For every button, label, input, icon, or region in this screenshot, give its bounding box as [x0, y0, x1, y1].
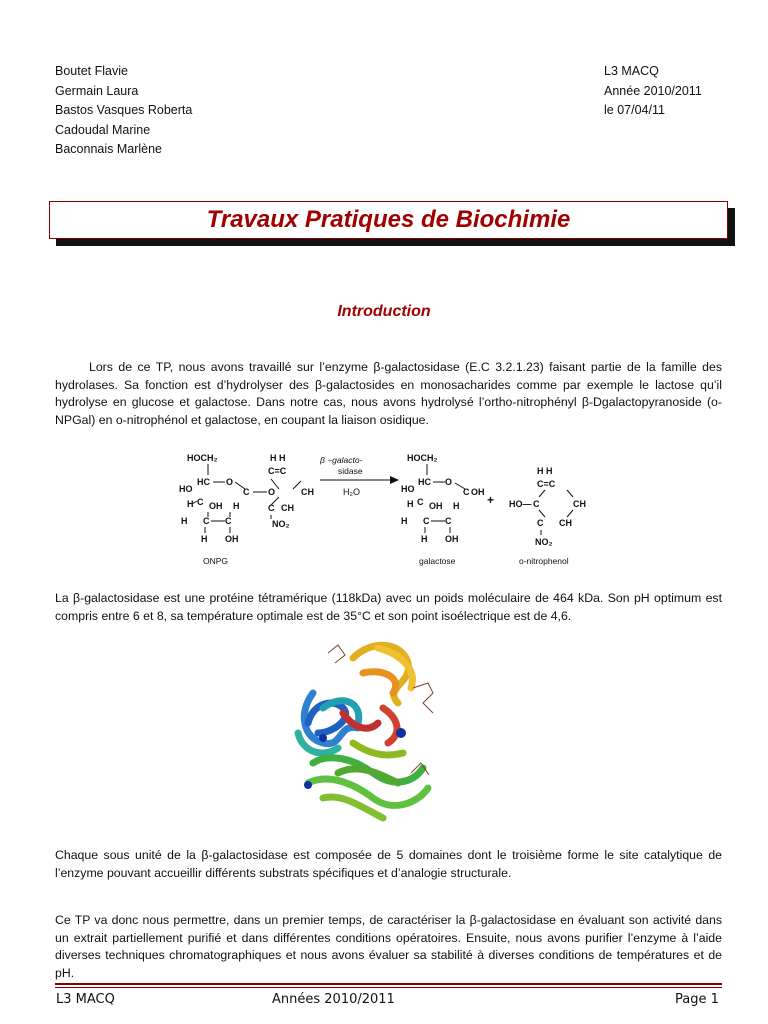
atom-label: HO	[401, 484, 415, 494]
atom-label: C	[225, 516, 232, 526]
atom-label: O	[268, 487, 276, 497]
atom-label: C	[203, 516, 210, 526]
author-name: Cadoudal Marine	[55, 122, 151, 137]
author-name: Germain Laura	[55, 83, 139, 98]
atom-label: H	[233, 501, 240, 511]
atom-label: C=C	[537, 479, 556, 489]
footer-year: Années 2010/2011	[272, 992, 395, 1007]
atom-label: H H	[270, 453, 286, 463]
atom-label: H	[201, 534, 208, 544]
atom-label: H	[453, 501, 460, 511]
atom-label: OH	[471, 487, 485, 497]
atom-label: C=C	[268, 466, 287, 476]
author-name: Baconnais Marlène	[55, 142, 163, 156]
atom-label: OH	[225, 534, 239, 544]
atom-label: C	[197, 497, 204, 507]
atom-label: C	[533, 499, 540, 509]
plus-sign: +	[487, 493, 495, 507]
enzyme-label: sidase	[338, 466, 363, 476]
atom-label: O	[226, 477, 234, 487]
atom-label: C	[463, 487, 470, 497]
atom-label: HO—	[509, 499, 532, 509]
atom-label: H	[421, 534, 428, 544]
document-date: le 07/04/11	[604, 103, 665, 117]
atom-label: HC	[197, 477, 210, 487]
atom-label: H	[401, 516, 408, 526]
course-name: L3 MACQ	[604, 64, 659, 78]
atom-label: CH	[559, 518, 572, 528]
atom-label: H	[407, 499, 414, 509]
author-name: Boutet Flavie	[55, 64, 128, 78]
compound-label: o-nitrophenol	[519, 556, 569, 566]
atom-label: CH	[573, 499, 586, 509]
compound-label: ONPG	[203, 556, 229, 566]
page-title: Travaux Pratiques de Biochimie	[206, 206, 571, 233]
atom-label: C	[537, 518, 544, 528]
atom-label: CH	[301, 487, 314, 497]
atom-label: C	[243, 487, 250, 497]
compound-label: galactose	[419, 556, 456, 566]
atom-label: OH	[445, 534, 459, 544]
atom-label: HC	[418, 477, 431, 487]
domains-paragraph: Chaque sous unité de la β-galactosidase est composée de 5 domaines dont le troisième forme le site catalytique de l’enzyme pouvant accueillir différents substrats spécifiques et d’analogie structurale.	[55, 848, 722, 880]
atom-label: C	[417, 497, 424, 507]
intro-paragraph: Lors de ce TP, nous avons travaillé sur l’enzyme β-galactosidase (E.C 3.2.1.23) faisant partie de la famille des hydrolases. Sa fonction est d’hydrolyser des β-galactosides en monosacharides comme par exemple le lactose qu’il hydrolyse en glucose et galactose. Dans notre cas, nous avons hydrolysé l’ortho-nitrophényl β-Dgalactopyranoside (o-NPGal) en o-nitrophénol et galactose, en coupant la liaison osidique.	[55, 360, 722, 427]
atom-label: H	[187, 499, 194, 509]
atom-label: NO₂	[272, 519, 290, 529]
enzyme-label: β −galacto-	[320, 455, 363, 465]
footer-divider	[55, 983, 722, 985]
author-name: Bastos Vasques Roberta	[55, 103, 193, 117]
page-number: Page 1	[675, 992, 719, 1007]
authors-block	[55, 62, 192, 160]
course-info-block	[604, 62, 702, 121]
section-heading: Introduction	[337, 303, 431, 320]
properties-paragraph: La β-galactosidase est une protéine tétramérique (118kDa) avec un poids moléculaire de 464 kDa. Son pH optimum est compris entre 6 et 8, sa température optimale est de 35°C et son point isoélectrique est de 4,6.	[55, 591, 722, 623]
footer-divider	[55, 987, 722, 988]
atom-label: OH	[209, 501, 223, 511]
atom-label: OH	[429, 501, 443, 511]
atom-label: C	[423, 516, 430, 526]
atom-label: H	[181, 516, 188, 526]
atom-label: O	[445, 477, 453, 487]
objectives-paragraph: Ce TP va donc nous permettre, dans un premier temps, de caractériser la β-galactosidase en évaluant son activité dans un extrait partiellement purifié et dans différentes conditions opératoires. Ensuite, nous avons purifier l’enzyme à l’aide diverses techniques chromatographiques et nous avons évaluer sa stabilité à diverses conditions de températures et de pH.	[55, 913, 722, 980]
atom-label: H H	[537, 466, 553, 476]
atom-label: C	[445, 516, 452, 526]
atom-label: C	[268, 503, 275, 513]
water-label: H₂O	[343, 487, 360, 497]
reaction-scheme-diagram	[175, 447, 605, 577]
protein-structure-image	[283, 633, 455, 833]
atom-label: HOCH₂	[407, 453, 438, 463]
atom-label: CH	[281, 503, 294, 513]
atom-label: NO₂	[535, 537, 553, 547]
academic-year: Année 2010/2011	[604, 83, 702, 98]
atom-label: HOCH₂	[187, 453, 218, 463]
title-banner	[49, 201, 728, 239]
atom-label: HO	[179, 484, 193, 494]
footer-course: L3 MACQ	[56, 992, 115, 1007]
